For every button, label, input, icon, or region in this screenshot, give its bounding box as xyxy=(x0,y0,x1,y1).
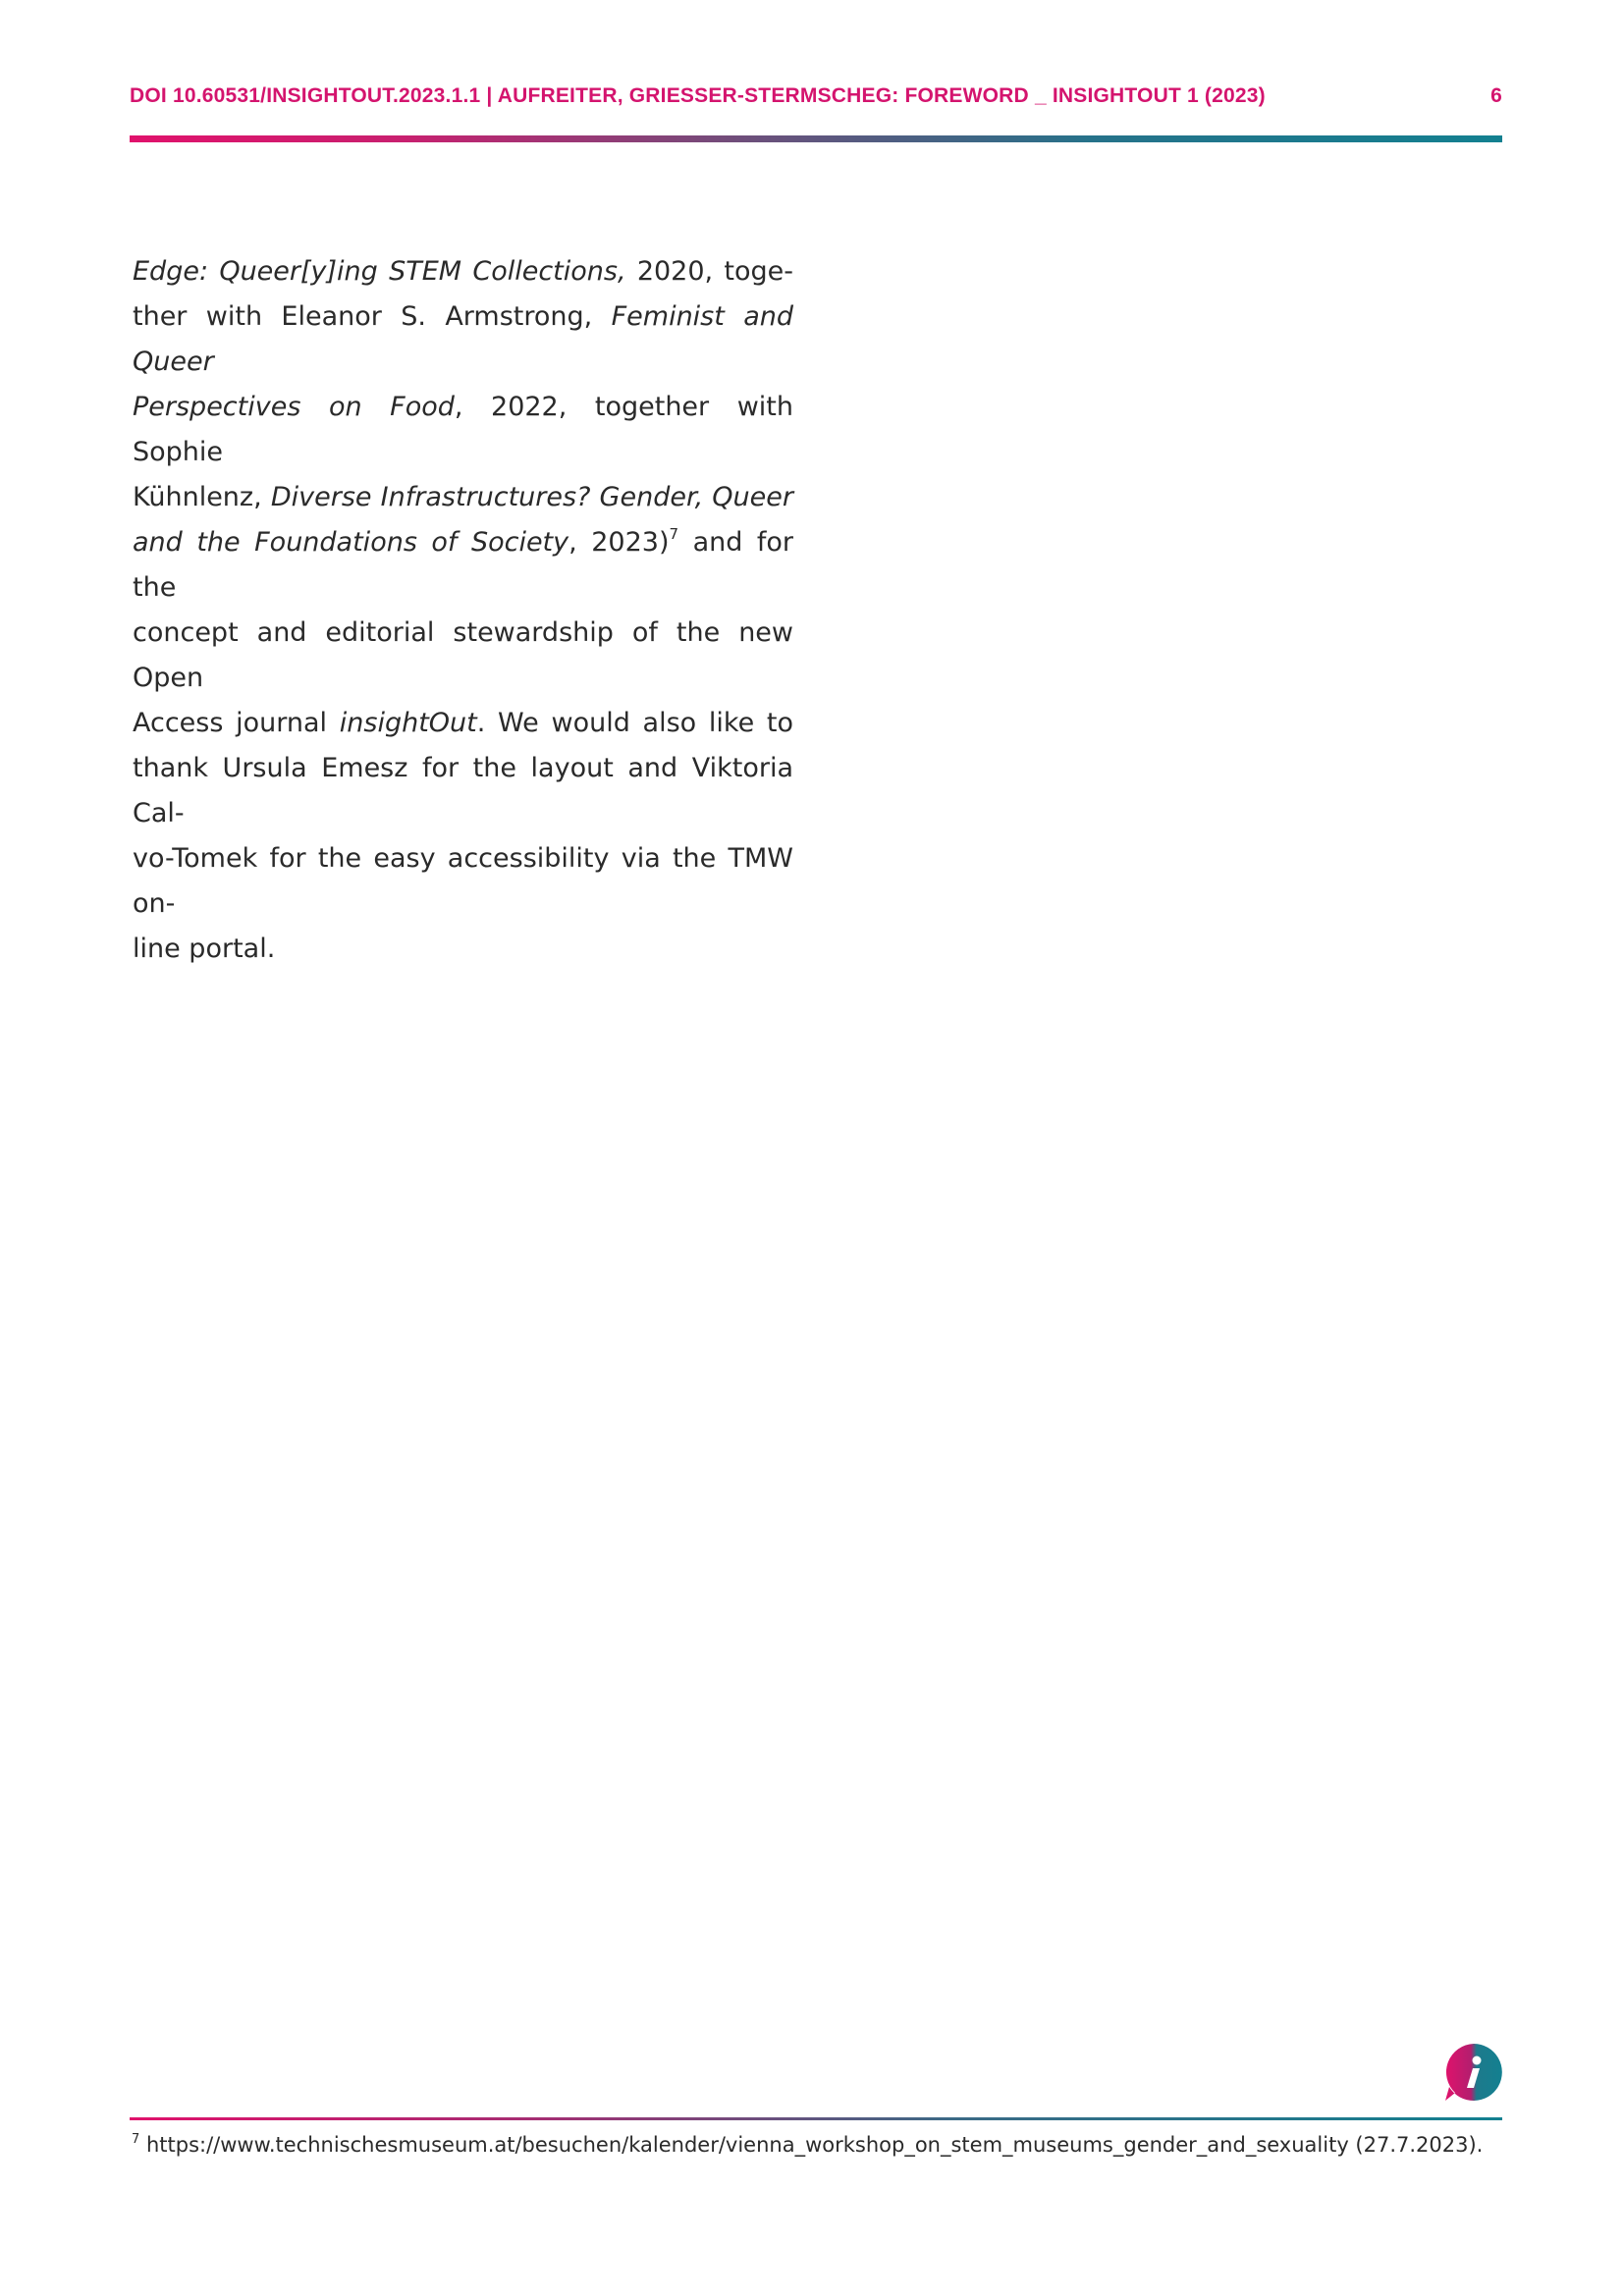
header-gradient-rule xyxy=(130,135,1502,142)
footnote-text[interactable]: https://www.technischesmuseum.at/besuchen/kalender/vienna_workshop_on_stem_museums_gender_and_sexuality (27.7.2023). xyxy=(139,2133,1484,2157)
footnote xyxy=(132,2130,1502,2160)
page-number: 6 xyxy=(1490,84,1502,107)
text-line: vo-Tomek for the easy accessibility via the TMW on- xyxy=(133,843,793,919)
text-line: Kühnlenz, Diverse Infrastructures? Gender, Queer xyxy=(133,482,793,512)
body-paragraph xyxy=(133,249,793,972)
text-line: Perspectives on Food, 2022, together with Sophie xyxy=(133,392,793,467)
header-title: DOI 10.60531/INSIGHTOUT.2023.1.1 | AUFREITER, GRIESSER-STERMSCHEG: FOREWORD _ INSIGHTOUT 1 (2023) xyxy=(130,84,1266,107)
text-line: and the Foundations of Society, 2023)$^7$ and for the xyxy=(133,525,794,603)
text-line: concept and editorial stewardship of the new Open xyxy=(133,617,793,693)
footnote-ref[interactable]: 7 xyxy=(669,525,679,543)
footnote-marker: 7 xyxy=(132,2132,140,2147)
text-line: thank Ursula Emesz for the layout and Viktoria Cal- xyxy=(133,753,793,828)
text-line: line portal. xyxy=(133,934,276,964)
footnote-rule xyxy=(130,2117,1502,2120)
text-line: Edge: Queer[y]ing STEM Collections, 2020, toge- xyxy=(133,256,793,287)
text-line: ther with Eleanor S. Armstrong, Feminist and Queer xyxy=(133,301,794,377)
insightout-i-logo-icon xyxy=(1443,2042,1504,2103)
text-line: Access journal insightOut. We would also like to xyxy=(133,708,794,738)
running-header xyxy=(130,84,1502,108)
